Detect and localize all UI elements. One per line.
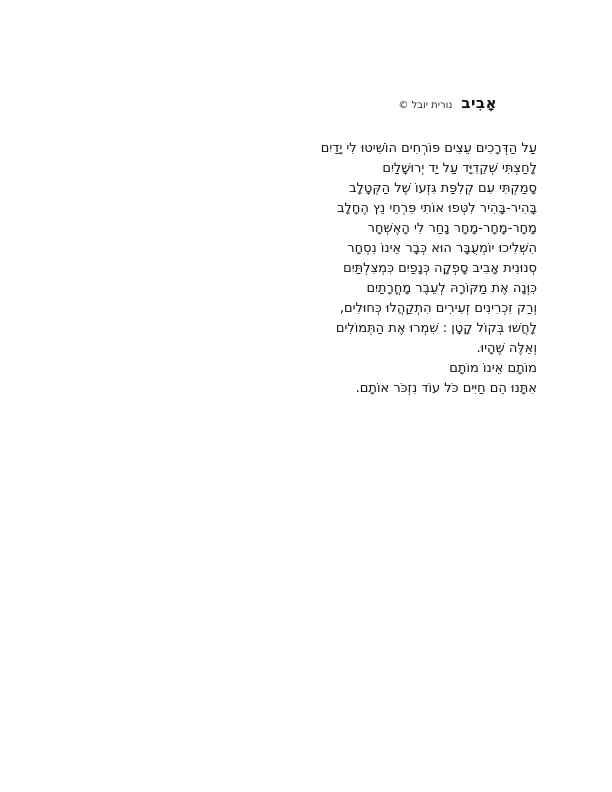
poem-line: עַל הַדְּרָכִים עֵצִים פּוֹרְחִים הוֹשִׁיטוּ לִי יָדַיִם — [320, 141, 537, 156]
poem-line: סָמַקְתִּי עִם קְלִפַּת גִּזְעוֹ שֶׁל הַקְּטָלָב — [349, 181, 537, 196]
poem-line: לָחַצְתִּי שְׁקֵדִיָּד עַל יַד יְרוּשָׁלַיִם — [382, 161, 537, 176]
poem-line: כִּוְּנָה אֶת מַקּוֹרָהּ לְעֵבֶר מָחֳרָתַיִם — [366, 281, 537, 296]
poem-line: וְרַק זִכְרִינִים זְעִירִים הִתְקַהֲלוּ כְּחוּלִים, — [339, 301, 537, 316]
poem-body — [321, 139, 537, 399]
poem-line: מוֹתָם אֵינוֹ מוֹתָם — [449, 361, 537, 376]
poem-line: אִתָּנוּ הֵם חַיִּים כֹּל עוֹד נִזְכֹּר אוֹתָם. — [355, 381, 537, 396]
poem-line: בָּהִיר-בָּהִיר לִטְּפוּ אוֹתִי פִּרְחֵי נֵץ הֶחָלָב — [337, 201, 537, 216]
poem-title: אָבִיב — [461, 94, 497, 112]
poem-line: לָחֲשׁוּ בְּקוֹל קָטָן : שִׁמְרוּ אֶת הַתְּמוֹלִים — [335, 321, 537, 336]
poem-line: הִשְׁלִיכוּ יוֹמְעֻבָּר הוּא כְּבָר אֵינוֹ נִסְחָר — [347, 241, 537, 256]
poem-author-credit: נורית יובל © — [398, 100, 453, 111]
poem-line: וְאֵלֶּה שֶׁהָיוּ. — [476, 341, 537, 356]
poem-line: סְנוּנִית אָבִיב סָפְקָה כְּנָפַיִם כִּמְצִלְתַּיִם — [343, 261, 537, 276]
poem-line: מָחָר-מָחָר-מָחָר נָחַר לִי הָאֶשְׁחָר — [367, 221, 537, 236]
poem-header — [398, 94, 497, 112]
